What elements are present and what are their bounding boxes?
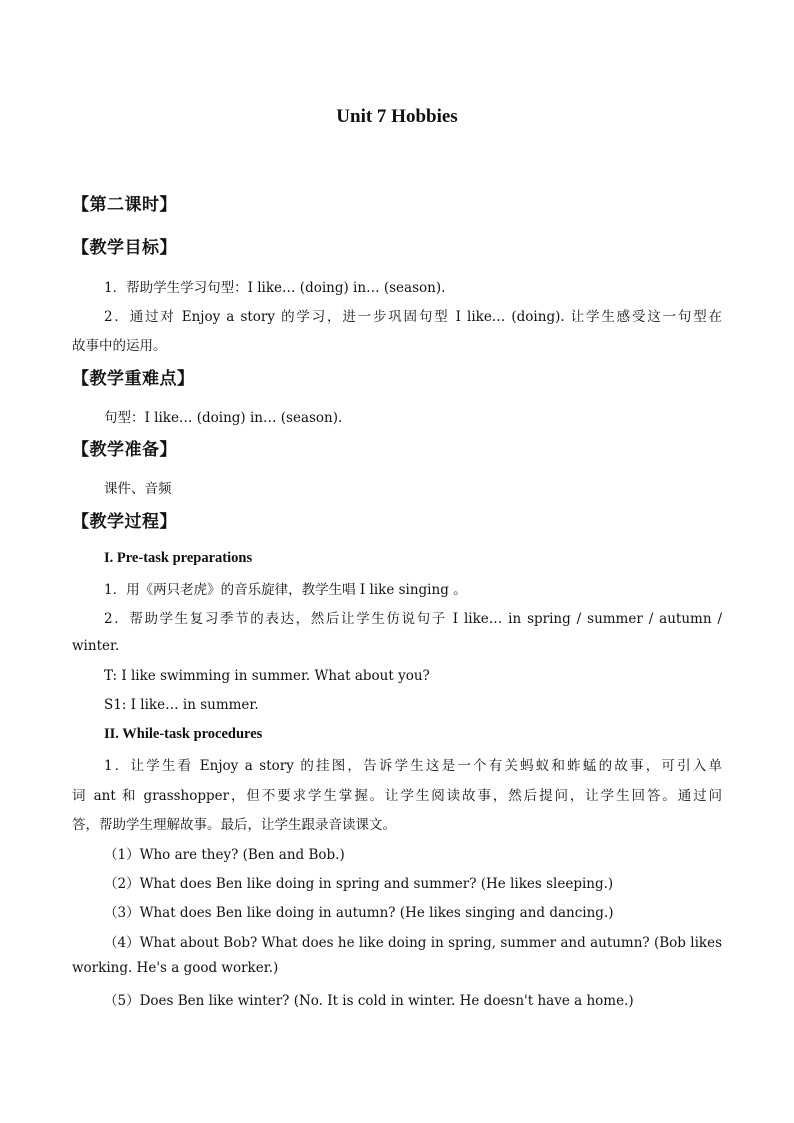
while-task-item-1: 1．让学生看 Enjoy a story 的挂图，告诉学生这是一个有关蚂蚁和蚱蜢的故事，可引入单 [104, 758, 722, 774]
while-task-heading: II. While-task procedures [104, 726, 263, 742]
pre-task-item-2: 2．帮助学生复习季节的表达，然后让学生仿说句子 I like… in spring / summer / autumn / [104, 611, 722, 627]
while-task-item-1-line-3: 答，帮助学生理解故事。最后，让学生跟录音读课文。 [72, 817, 396, 833]
lesson-heading: 【第二课时】 [72, 195, 177, 215]
student-line: S1: I like… in summer. [104, 697, 259, 713]
pre-task-item-1: 1．用《两只老虎》的音乐旋律，教学生唱 I like singing 。 [104, 582, 467, 598]
preparation-text: 课件、音频 [104, 481, 172, 497]
page-title: Unit 7 Hobbies [336, 106, 458, 127]
question-1: （1）Who are they? (Ben and Bob.) [104, 847, 345, 863]
goal-item-1: 1．帮助学生学习句型：I like… (doing) in… (season). [104, 280, 446, 296]
question-2: （2）What does Ben like doing in spring and summer? (He likes sleeping.) [104, 876, 614, 892]
goal-item-2: 2．通过对 Enjoy a story 的学习，进一步巩固句型 I like… (doing). 让学生感受这一句型在 [104, 309, 722, 325]
teacher-line: T: I like swimming in summer. What about you? [104, 668, 430, 684]
question-5: （5）Does Ben like winter? (No. It is cold in winter. He doesn't have a home.) [104, 993, 634, 1009]
goals-heading: 【教学目标】 [72, 238, 177, 258]
key-points-text: 句型：I like… (doing) in… (season). [104, 410, 343, 426]
while-task-item-1-line-2: 词 ant 和 grasshopper，但不要求学生掌握。让学生阅读故事，然后提问，让学生回答。通过问 [72, 788, 722, 804]
question-3: （3）What does Ben like doing in autumn? (He likes singing and dancing.) [104, 905, 614, 921]
pre-task-item-2-continued: winter. [72, 638, 120, 654]
pre-task-heading: I. Pre-task preparations [104, 550, 253, 566]
question-4-continued: working. He's a good worker.) [72, 960, 279, 976]
process-heading: 【教学过程】 [72, 512, 177, 532]
goal-item-2-continued: 故事中的运用。 [72, 338, 167, 354]
preparation-heading: 【教学准备】 [72, 440, 177, 460]
question-4: （4）What about Bob? What does he like doing in spring, summer and autumn? (Bob likes [104, 935, 722, 951]
key-points-heading: 【教学重难点】 [72, 369, 195, 389]
